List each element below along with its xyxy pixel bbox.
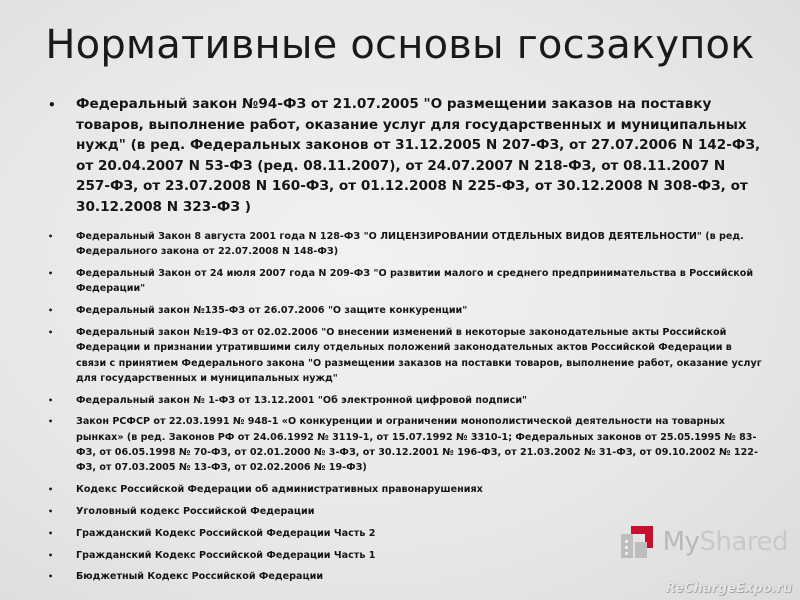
bullet-marker: •	[48, 506, 54, 516]
slide-title: Нормативные основы госзакупок	[45, 22, 755, 68]
list-item	[46, 569, 762, 584]
myshared-wordmark	[663, 527, 788, 557]
list-item	[46, 325, 762, 386]
list-item-text: Федеральный Закон 8 августа 2001 года N 128-ФЗ "О ЛИЦЕНЗИРОВАНИИ ОТДЕЛЬНЫХ ВИДОВ ДЕЯТЕЛЬНОСТИ" (в ред. Федерального закона от 22.07.2008 N 148-ФЗ)	[76, 231, 744, 258]
myshared-logo-icon	[617, 522, 657, 562]
list-item	[46, 229, 762, 260]
list-item-text: Бюджетный Кодекс Российской Федерации	[76, 571, 324, 583]
bullet-marker: •	[48, 395, 54, 405]
bullet-marker: •	[48, 306, 54, 316]
bullet-marker: •	[48, 550, 54, 560]
list-item-text: Кодекс Российской Федерации об административных правонарушениях	[76, 484, 483, 496]
bullet-marker: •	[48, 327, 54, 337]
list-item-text: Закон РСФСР от 22.03.1991 № 948-1 «О конкуренции и ограничении монополистической деятельности на товарных рынках» (в ред. Законов РФ от 24.06.1992 № 3119-1, от 15.07.1992 № 3310-1; Федеральных законов от 25.05.1995 № 83-ФЗ, от 06.05.1998 № 70-ФЗ, от 02.01.2000 № 3-ФЗ, от 30.12.2001 № 196-ФЗ, от 21.03.2002 № 31-ФЗ, от 09.10.2002 № 122-ФЗ, от 07.03.2005 № 13-ФЗ, от 02.02.2006 № 19-ФЗ)	[76, 416, 758, 474]
list-item	[46, 303, 762, 318]
list-item	[46, 482, 762, 497]
list-item-text: Уголовный кодекс Российской Федерации	[76, 505, 315, 517]
list-item	[46, 504, 762, 519]
list-item-text: Федеральный закон №94-ФЗ от 21.07.2005 "О размещении заказов на поставку товаров, выполнение работ, оказание услуг для государственных и муниципальных нужд" (в ред. Федеральных законов от 31.12.2005 N 207-ФЗ, от 27.07.2006 N 142-ФЗ, от 20.04.2007 N 53-ФЗ (ред. 08.11.2007), от 24.07.2007 N 218-ФЗ, от 08.11.2007 N 257-ФЗ, от 23.07.2008 N 160-ФЗ, от 01.12.2008 N 225-ФЗ, от 30.12.2008 N 308-ФЗ, от 30.12.2008 N 323-ФЗ )	[76, 96, 761, 215]
myshared-watermark	[617, 522, 788, 562]
bullet-marker: •	[48, 232, 54, 241]
bullet-marker: •	[48, 572, 54, 582]
list-item	[46, 414, 762, 475]
list-item-text: Гражданский Кодекс Российской Федерации Часть 1	[76, 549, 376, 561]
bullet-marker: •	[48, 528, 54, 538]
bullet-marker: •	[48, 417, 54, 427]
list-item-text: Гражданский Кодекс Российской Федерации Часть 2	[76, 527, 376, 539]
list-item	[46, 94, 762, 217]
list-item-text: Федеральный закон №19-ФЗ от 02.02.2006 "О внесении изменений в некоторые законодательные акты Российской Федерации и признании утратившими силу отдельных положений законодательных актов Российской Федерации в связи с принятием Федерального закона "О размещении заказов на поставки товаров, выполнение работ, оказание услуг для государственных и муниципальных нужд"	[76, 326, 762, 384]
list-item-text: Федеральный Закон от 24 июля 2007 года N 209-ФЗ "О развитии малого и среднего предпринимательства в Российской Федерации"	[76, 268, 754, 295]
site-url-watermark: ReChargeExpo.ru	[665, 581, 792, 596]
list-item-text: Федеральный закон №135-ФЗ от 26.07.2006 "О защите конкуренции"	[76, 305, 468, 317]
brand-suffix: Shared	[699, 527, 788, 557]
bullet-marker: •	[48, 485, 54, 495]
bullet-list	[46, 94, 762, 591]
bullet-marker: •	[48, 98, 56, 112]
brand-prefix: My	[662, 527, 700, 557]
list-item	[46, 266, 762, 297]
bullet-marker: •	[48, 269, 54, 279]
list-item	[46, 393, 762, 408]
list-item-text: Федеральный закон № 1-ФЗ от 13.12.2001 "Об электронной цифровой подписи"	[76, 394, 528, 406]
